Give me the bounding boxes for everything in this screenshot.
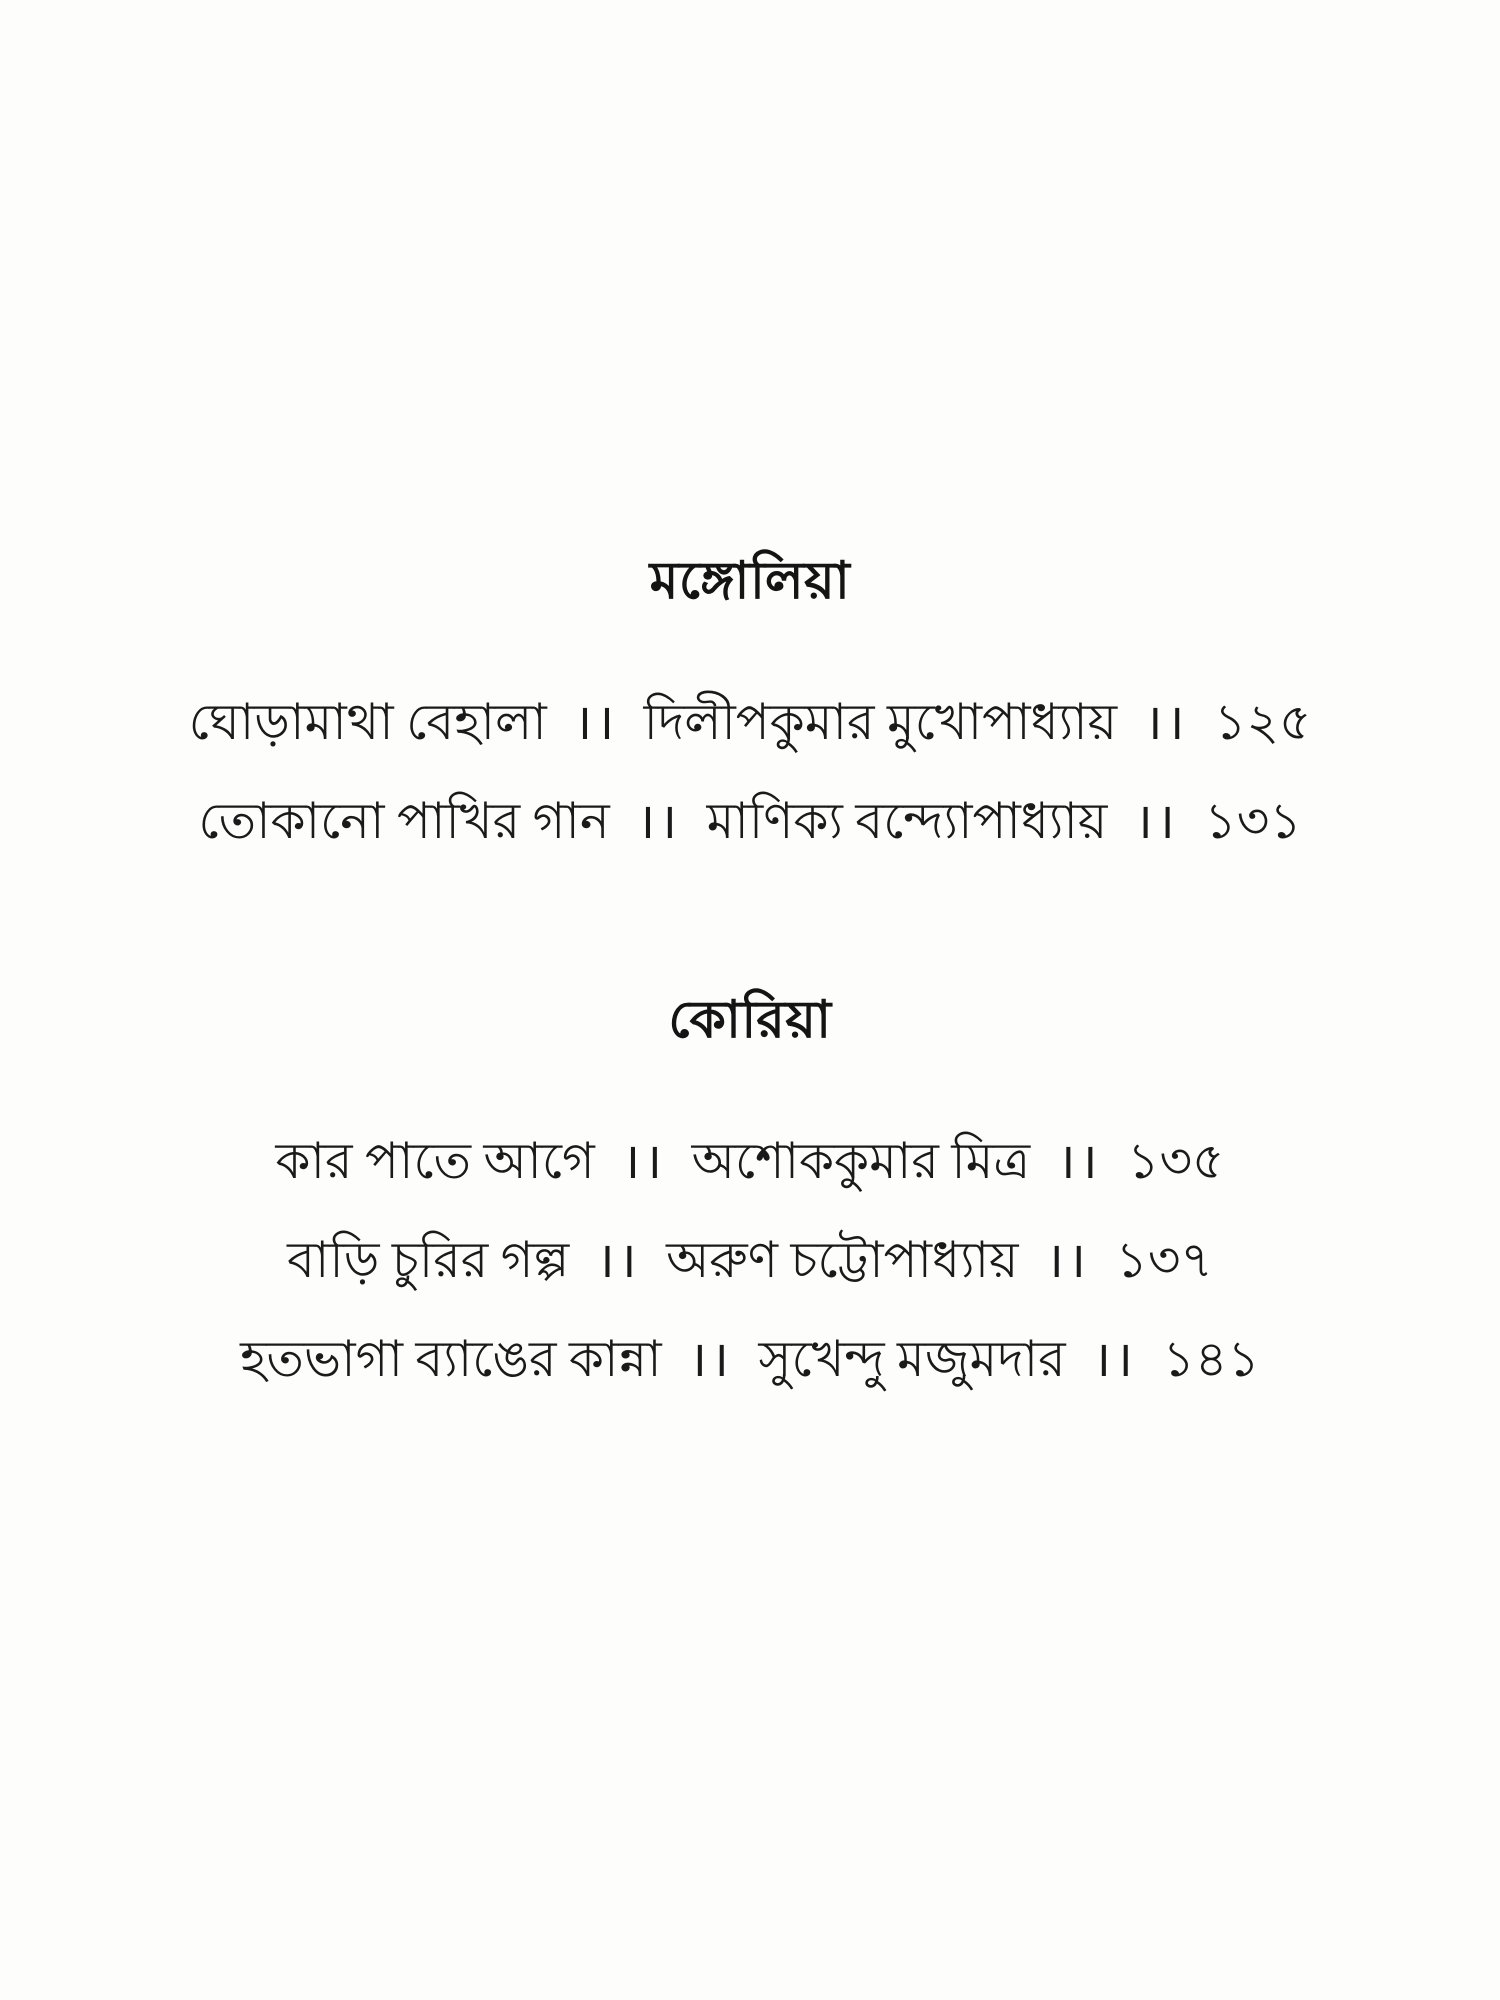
section-heading: মঙ্গোলিয়া — [649, 553, 851, 610]
section-heading: কোরিয়া — [668, 992, 832, 1049]
entry-separator: ।। — [1133, 793, 1178, 849]
top-spacer — [0, 0, 1500, 540]
entry-title: হতভাগা ব্যাঙের কান্না — [240, 1331, 662, 1387]
entry-separator: ।। — [688, 1331, 732, 1387]
entry-separator: ।। — [573, 694, 618, 750]
entry-title: বাড়ি চুরির গল্প — [287, 1232, 570, 1288]
entry-title: তোকানো পাখির গান — [198, 793, 610, 849]
entry-separator: ।। — [1143, 694, 1188, 750]
entry-separator: ।। — [1092, 1331, 1136, 1387]
entry-separator: ।। — [595, 1232, 640, 1288]
toc-section-korea — [0, 979, 1500, 1397]
entry-title: কার পাতে আগে — [275, 1133, 595, 1189]
toc-section-mongolia — [0, 540, 1500, 859]
entry-author: দিলীপকুমার মুখোপাধ্যায় — [643, 694, 1118, 750]
toc-entry[interactable] — [0, 685, 1500, 760]
toc-entry[interactable] — [0, 784, 1500, 859]
entry-separator: ।। — [1045, 1232, 1089, 1288]
entry-separator: ।। — [636, 793, 681, 849]
entry-separator: ।। — [1056, 1133, 1101, 1189]
entry-author: সুখেন্দু মজুমদার — [758, 1331, 1066, 1387]
entry-page-number: ১৩১ — [1204, 793, 1302, 849]
section-gap — [0, 859, 1500, 979]
section-entries — [0, 1124, 1500, 1397]
entry-page-number: ১২৫ — [1214, 694, 1312, 750]
entry-author: অরুণ চট্টোপাধ্যায় — [666, 1232, 1019, 1288]
entry-author: মাণিক্য বন্দ্যোপাধ্যায় — [706, 793, 1108, 849]
section-entries — [0, 685, 1500, 859]
entry-page-number: ১৩৭ — [1115, 1232, 1213, 1288]
toc-entry[interactable] — [0, 1322, 1500, 1397]
toc-entry[interactable] — [0, 1124, 1500, 1199]
entry-separator: ।। — [621, 1133, 666, 1189]
entry-page-number: ১৩৫ — [1127, 1133, 1225, 1189]
entry-title: ঘোড়ামাথা বেহালা — [188, 694, 547, 750]
entry-page-number: ১৪১ — [1162, 1331, 1260, 1387]
toc-entry[interactable] — [0, 1223, 1500, 1298]
entry-author: অশোককুমার মিত্র — [691, 1133, 1031, 1189]
